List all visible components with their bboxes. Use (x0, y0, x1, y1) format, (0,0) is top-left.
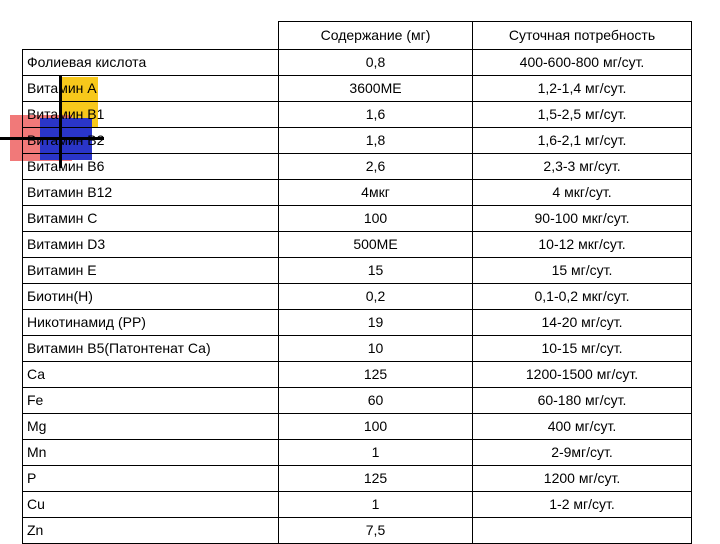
cell-need: 1200-1500 мг/сут. (473, 362, 692, 388)
cell-content: 1 (279, 492, 473, 518)
table-row (23, 440, 692, 466)
cell-name: Витамин D3 (23, 232, 279, 258)
header-name (23, 22, 279, 50)
cell-name: Фолиевая кислота (23, 50, 279, 76)
cell-name: Mg (23, 414, 279, 440)
table-row (23, 492, 692, 518)
cell-content: 4мкг (279, 180, 473, 206)
cell-content: 1,8 (279, 128, 473, 154)
cell-content: 1,6 (279, 102, 473, 128)
table-row (23, 336, 692, 362)
cell-need: 14-20 мг/сут. (473, 310, 692, 336)
cell-name: Витамин В12 (23, 180, 279, 206)
cell-need: 2-9мг/сут. (473, 440, 692, 466)
table-row (23, 50, 692, 76)
cell-need: 400 мг/сут. (473, 414, 692, 440)
cell-content: 19 (279, 310, 473, 336)
cell-need: 1,5-2,5 мг/сут. (473, 102, 692, 128)
cell-name: Витамин А (23, 76, 279, 102)
cell-name: Никотинамид (РР) (23, 310, 279, 336)
cell-name: Витамин В1 (23, 102, 279, 128)
table-row (23, 466, 692, 492)
cell-name: Витамин В6 (23, 154, 279, 180)
cell-content: 10 (279, 336, 473, 362)
cell-name: P (23, 466, 279, 492)
table-row (23, 362, 692, 388)
table-row (23, 232, 692, 258)
cell-need: 0,1-0,2 мкг/сут. (473, 284, 692, 310)
table-row (23, 388, 692, 414)
table-row (23, 102, 692, 128)
cell-name: Cu (23, 492, 279, 518)
vitamin-table (22, 21, 692, 544)
cell-name: Fe (23, 388, 279, 414)
table-row (23, 284, 692, 310)
cell-need: 10-12 мкг/сут. (473, 232, 692, 258)
cell-name: Биотин(Н) (23, 284, 279, 310)
cell-content: 15 (279, 258, 473, 284)
cell-need: 10-15 мг/сут. (473, 336, 692, 362)
table-header-row (23, 22, 692, 50)
cell-content: 100 (279, 206, 473, 232)
cell-content: 1 (279, 440, 473, 466)
cell-need: 400-600-800 мг/сут. (473, 50, 692, 76)
cell-content: 2,6 (279, 154, 473, 180)
table-row (23, 310, 692, 336)
cell-content: 60 (279, 388, 473, 414)
table-row (23, 128, 692, 154)
table-row (23, 180, 692, 206)
cell-content: 3600МЕ (279, 76, 473, 102)
cell-content: 500МЕ (279, 232, 473, 258)
cell-name: Zn (23, 518, 279, 544)
cell-content: 0,8 (279, 50, 473, 76)
cell-name: Витамин В2 (23, 128, 279, 154)
table-row (23, 154, 692, 180)
cell-name: Витамин В5(Патонтенат Са) (23, 336, 279, 362)
table-row (23, 76, 692, 102)
cell-need: 1,2-1,4 мг/сут. (473, 76, 692, 102)
table-row (23, 258, 692, 284)
header-content: Содержание (мг) (279, 22, 473, 50)
cell-content: 100 (279, 414, 473, 440)
cell-content: 125 (279, 466, 473, 492)
cell-content: 125 (279, 362, 473, 388)
cell-need: 90-100 мкг/сут. (473, 206, 692, 232)
cell-name: Mn (23, 440, 279, 466)
cell-need: 2,3-3 мг/сут. (473, 154, 692, 180)
cell-name: Витамин Е (23, 258, 279, 284)
cell-need: 60-180 мг/сут. (473, 388, 692, 414)
cell-name: Витамин С (23, 206, 279, 232)
cell-need: 1200 мг/сут. (473, 466, 692, 492)
cell-need: 4 мкг/сут. (473, 180, 692, 206)
cell-name: Са (23, 362, 279, 388)
cell-content: 7,5 (279, 518, 473, 544)
table-row (23, 206, 692, 232)
header-need: Суточная потребность (473, 22, 692, 50)
cell-need: 1,6-2,1 мг/сут. (473, 128, 692, 154)
table-row (23, 414, 692, 440)
cell-content: 0,2 (279, 284, 473, 310)
cell-need: 1-2 мг/сут. (473, 492, 692, 518)
cell-need: 15 мг/сут. (473, 258, 692, 284)
